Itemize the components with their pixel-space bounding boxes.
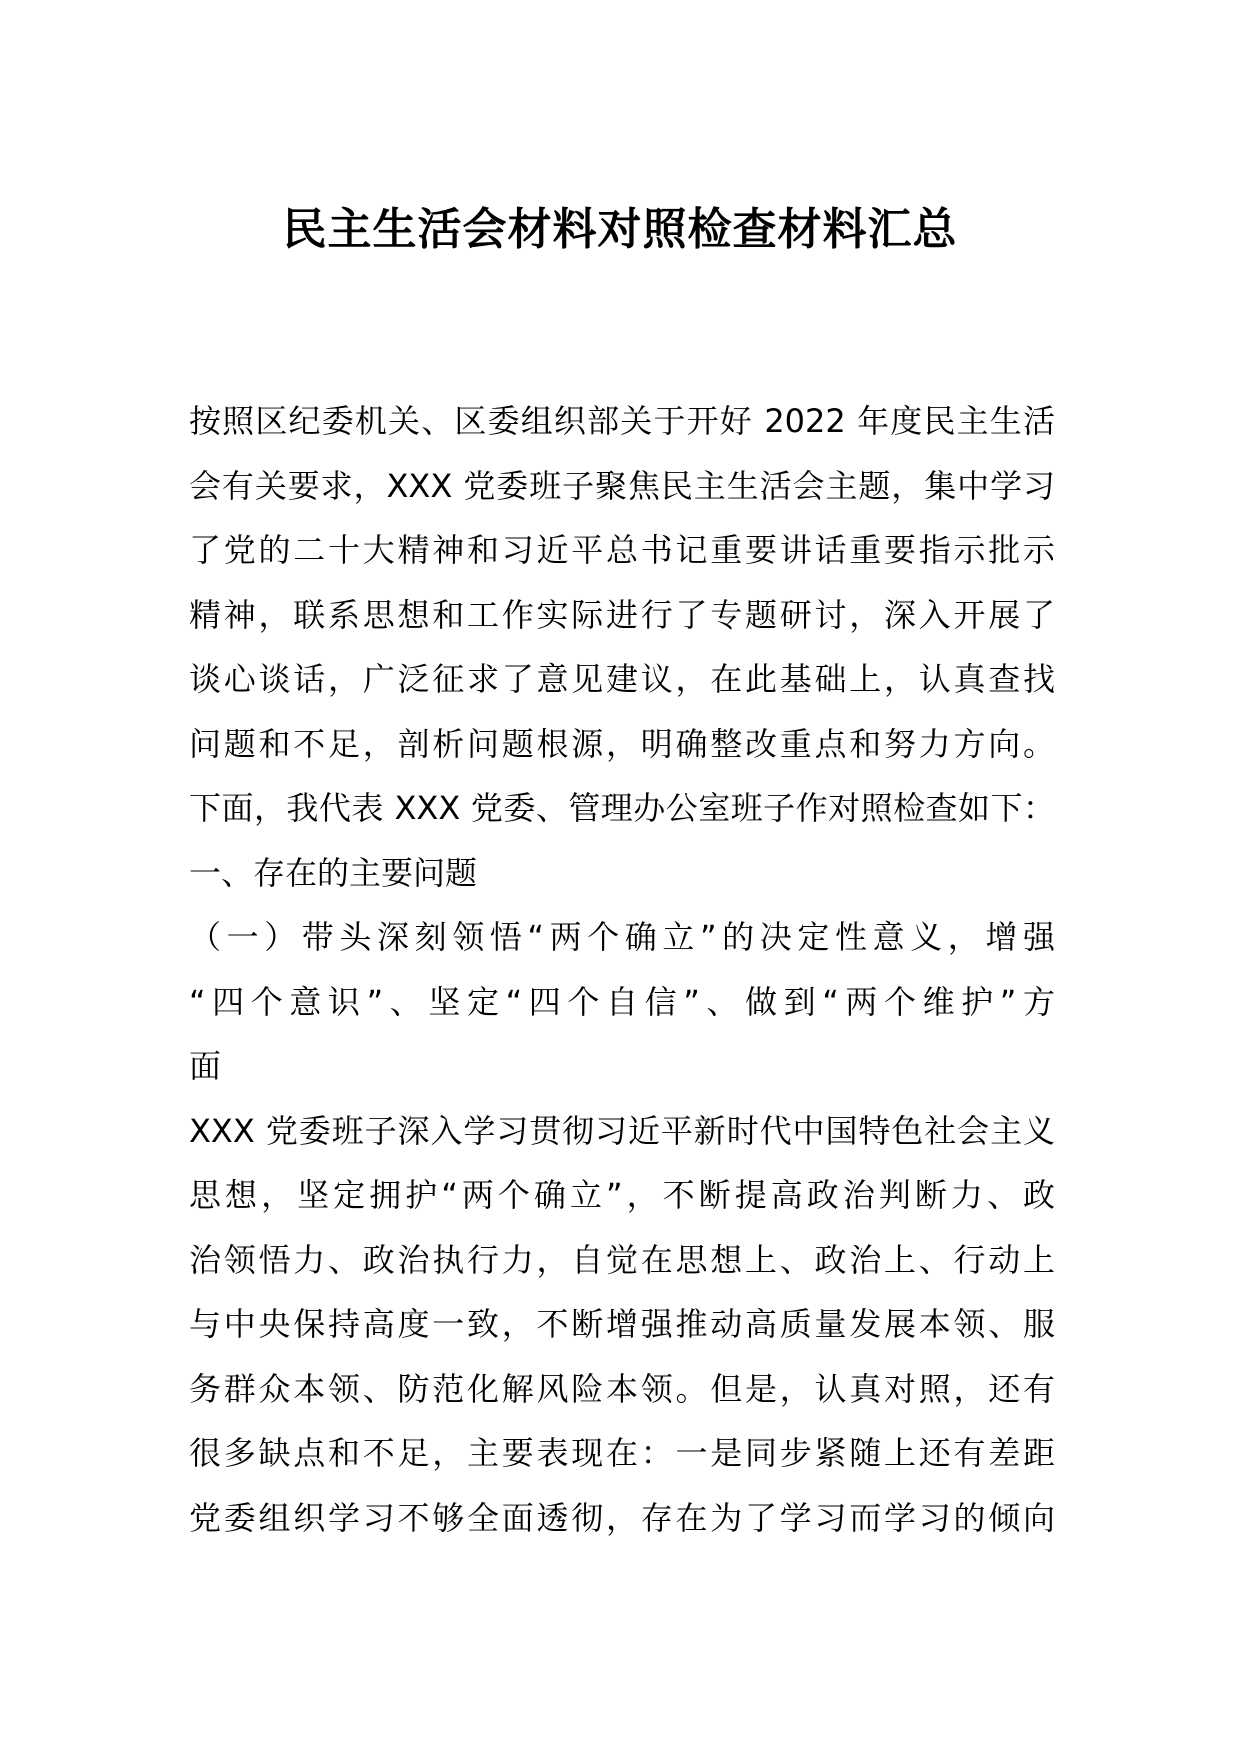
body-line: 思想，坚定拥护“两个确立”，不断提高政治判断力、政 — [189, 1176, 1055, 1214]
body-line: 与中央保持高度一致，不断增强推动高质量发展本领、服 — [189, 1305, 1055, 1343]
section-heading: 一、存在的主要问题 — [189, 853, 478, 892]
subsection-heading-line: 面 — [189, 1047, 222, 1085]
document-title: 民主生活会材料对照检查材料汇总 — [282, 204, 958, 255]
body-line: 会有关要求，XXX 党委班子聚焦民主生活会主题，集中学习 — [189, 466, 1055, 505]
body-line: 党委组织学习不够全面透彻，存在为了学习而学习的倾向 — [189, 1498, 1055, 1537]
document-body — [189, 389, 1055, 1550]
body-line: 问题和不足，剖析问题根源，明确整改重点和努力方向。 — [189, 724, 1055, 763]
body-line: 精神，联系思想和工作实际进行了专题研讨，深入开展了 — [189, 595, 1055, 634]
body-line: 治领悟力、政治执行力，自觉在思想上、政治上、行动上 — [189, 1240, 1055, 1279]
body-line: 务群众本领、防范化解风险本领。但是，认真对照，还有 — [189, 1369, 1055, 1408]
body-line: 很多缺点和不足，主要表现在：一是同步紧随上还有差距 — [189, 1434, 1055, 1472]
subsection-heading-line: （一）带头深刻领悟“两个确立”的决定性意义，增强 — [189, 918, 1055, 956]
body-line: 了党的二十大精神和习近平总书记重要讲话重要指示批示 — [189, 531, 1055, 569]
body-line: 谈心谈话，广泛征求了意见建议，在此基础上，认真查找 — [189, 660, 1055, 698]
subsection-heading-line: “四个意识”、坚定“四个自信”、做到“两个维护”方 — [189, 982, 1055, 1021]
body-line: 下面，我代表 XXX 党委、管理办公室班子作对照检查如下： — [189, 789, 1055, 827]
body-line: XXX 党委班子深入学习贯彻习近平新时代中国特色社会主义 — [189, 1111, 1055, 1150]
body-line: 按照区纪委机关、区委组织部关于开好 2022 年度民主生活 — [189, 402, 1055, 440]
